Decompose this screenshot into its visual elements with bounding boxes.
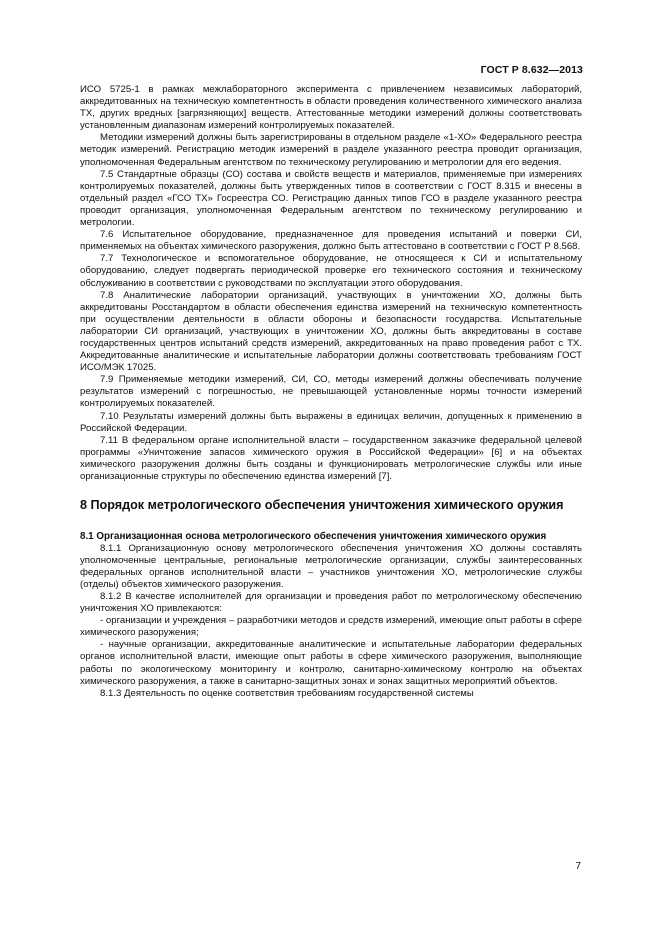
document-number-header: ГОСТ Р 8.632—2013 [480,64,583,76]
paragraph-7-8: 7.8 Аналитические лаборатории организаций, участвующих в уничтожении ХО, должны быть аккредитованы Росстандартом в области обеспечения единства измерений на техническую компетентность при осуществлении деятельности в области обороны и безопасности государства. Испытательные лаборатории СИ организаций, участвующих в уничтожении ХО, должны быть аккредитованы в составе государственных центров испытаний средств измерений, аккредитованных на право проведения работ с ТХ. Аккредитованные аналитические и испытательные лаборатории должны соответствовать требованиям ГОСТ ИСО/МЭК 17025. [80,289,582,374]
paragraph-8-1-2: 8.1.2 В качестве исполнителей для организации и проведения работ по метрологическому обеспечению уничтожения ХО привлекаются: [80,590,582,615]
paragraph-7-9: 7.9 Применяемые методики измерений, СИ, СО, методы измерений должны обеспечивать получение результатов измерений с погрешностью, не превышающей установленные нормы точности измерений контролируемых показателей. [80,374,582,410]
document-body [80,84,582,700]
paragraph-7-11: 7.11 В федеральном органе исполнительной власти – государственном заказчике федеральной целевой программы «Уничтожение запасов химического оружия в Российской Федерации» [6] и на объектах химического разоружения должны быть созданы и функционировать метрологические службы или иные организационные структуры по обеспечению единства измерений [7]. [80,434,582,482]
page-number: 7 [575,861,581,872]
paragraph-7-5: 7.5 Стандартные образцы (СО) состава и свойств веществ и материалов, применяемые при измерениях контролируемых показателей, должны быть утвержденных типов в соответствии с ГОСТ 8.315 и внесены в отдельный раздел «ГСО ТХ» Госреестра СО. Регистрацию данных типов ГСО в разделе указанного реестра проводит организация, уполномоченная Федеральным агентством по техническому регулированию и метрологии. [80,168,582,229]
section-8-heading: 8 Порядок метрологического обеспечения уничтожения химического оружия [80,498,564,513]
subsection-8-1-heading: 8.1 Организационная основа метрологического обеспечения уничтожения химического оружия [80,530,547,542]
paragraph-7-7: 7.7 Технологическое и вспомогательное оборудование, не относящееся к СИ и испытательному оборудованию, следует подвергать периодической проверке его технического состояния и техническому обслуживанию в соответствии с руководствами по эксплуатации этого оборудования. [80,253,582,289]
paragraph-8-1-3: 8.1.3 Деятельность по оценке соответствия требованиям государственной системы [100,687,474,699]
list-item-scientific-organizations: - научные организации, аккредитованные аналитические и испытательные лаборатории федеральных органов исполнительной власти, имеющие опыт работы в сфере химического разоружения, выполняющие работы по экологическому мониторингу и контролю, санитарно-химическому контролю на объектах химического разоружения, а также в санитарно-защитных зонах и зонах защитных мероприятий объектов. [80,639,582,687]
paragraph-registration: Методики измерений должны быть зарегистрированы в отдельном разделе «1-ХО» Федерального реестра методик измерений. Регистрацию методик измерений в разделе указанного реестра проводит организация, уполномоченная Федеральным агентством по техническому регулированию и метрологии для его ведения. [80,132,582,168]
list-item-organizations: - организации и учреждения – разработчики методов и средств измерений, имеющие опыт работы в сфере химического разоружения; [80,615,582,639]
paragraph-7-10: 7.10 Результаты измерений должны быть выражены в единицах величин, допущенных к применению в Российской Федерации. [80,410,582,434]
paragraph-7-6: 7.6 Испытательное оборудование, предназначенное для проведения испытаний и поверки СИ, применяемых на объектах химического разоружения, должно быть аттестовано в соответствии с ГОСТ Р 8.568. [80,229,582,253]
paragraph-8-1-1: 8.1.1 Организационную основу метрологического обеспечения уничтожения ХО должны составлять уполномоченные центральные, региональные метрологические организации, службы заинтересованных федеральных органов исполнительной власти – участников уничтожения ХО, метрологические службы (отделы) объектов химического разоружения. [80,542,582,590]
paragraph-iso-5725: ИСО 5725-1 в рамках межлабораторного эксперимента с привлечением независимых лабораторий, аккредитованных на техническую компетентность в области проведения количественного химического анализа ТХ, других вредных [загрязняющих] веществ. Аттестованные методики измерений должны соответствовать установленным диапазонам измерений контролируемых показателей. [80,84,582,132]
